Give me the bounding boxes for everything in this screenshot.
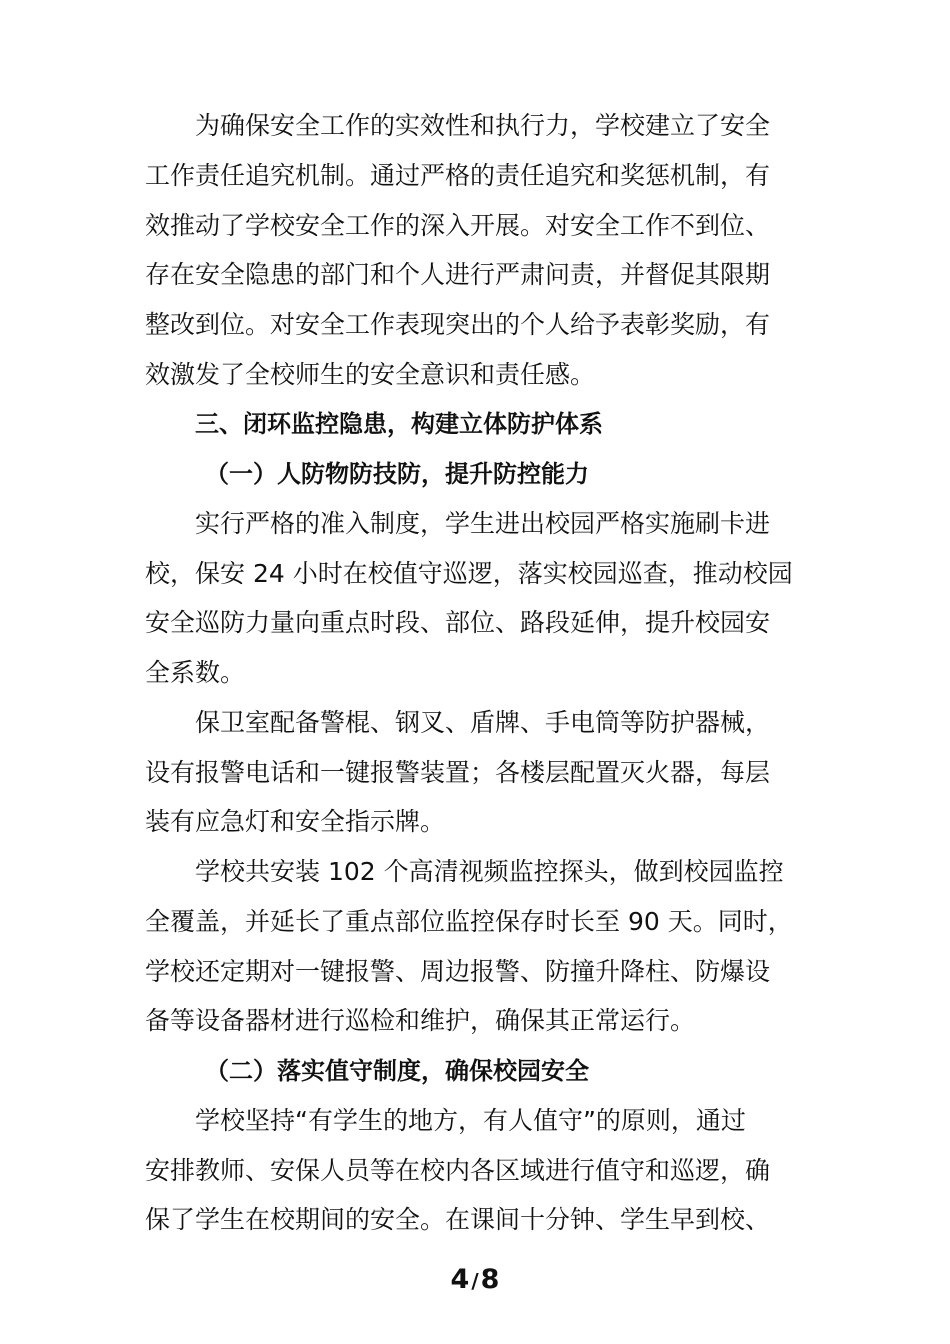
subsection-heading: （二）落实值守制度，确保校园安全 [205,1057,589,1085]
paragraph-line: 存在安全隐患的部门和个人进行严肃问责，并督促其限期 [145,260,771,289]
page-number [0,1262,950,1299]
page-number-total: 8 [480,1264,500,1295]
section-heading: 三、闭环监控隐患，构建立体防护体系 [195,410,603,438]
paragraph-line: 效推动了学校安全工作的深入开展。对安全工作不到位、 [145,211,771,240]
paragraph-line: 学校还定期对一键报警、周边报警、防撞升降柱、防爆设 [145,957,771,986]
paragraph-line: 校，保安 24 小时在校值守巡逻，落实校园巡查，推动校园 [145,559,793,588]
paragraph-line: 工作责任追究机制。通过严格的责任追究和奖惩机制，有 [145,161,771,190]
paragraph-line: 为确保安全工作的实效性和执行力，学校建立了安全 [195,111,771,140]
paragraph-line: 安排教师、安保人员等在校内各区域进行值守和巡逻，确 [145,1156,771,1185]
paragraph-line: 备等设备器材进行巡检和维护，确保其正常运行。 [145,1006,696,1035]
paragraph-line: 全覆盖，并延长了重点部位监控保存时长至 90 天。同时， [145,907,793,936]
paragraph-line: 学校共安装 102 个高清视频监控探头，做到校园监控 [195,857,784,886]
page-number-separator: / [471,1269,479,1293]
paragraph-line: 整改到位。对安全工作表现突出的个人给予表彰奖励，有 [145,310,771,339]
paragraph-line: 设有报警电话和一键报警装置；各楼层配置灭火器，每层 [145,758,771,787]
paragraph-line: 全系数。 [145,658,246,687]
page-number-current: 4 [450,1264,470,1295]
paragraph-line: 装有应急灯和安全指示牌。 [145,807,446,836]
paragraph-line: 保卫室配备警棍、钢叉、盾牌、手电筒等防护器械， [195,708,771,737]
paragraph-line: 学校坚持“有学生的地方，有人值守”的原则，通过 [195,1106,746,1135]
paragraph-line: 保了学生在校期间的安全。在课间十分钟、学生早到校、 [145,1205,771,1234]
paragraph-line: 效激发了全校师生的安全意识和责任感。 [145,360,596,389]
paragraph-line: 实行严格的准入制度，学生进出校园严格实施刷卡进 [195,509,771,538]
subsection-heading: （一）人防物防技防，提升防控能力 [205,460,589,488]
paragraph-line: 安全巡防力量向重点时段、部位、路段延伸，提升校园安 [145,608,771,637]
